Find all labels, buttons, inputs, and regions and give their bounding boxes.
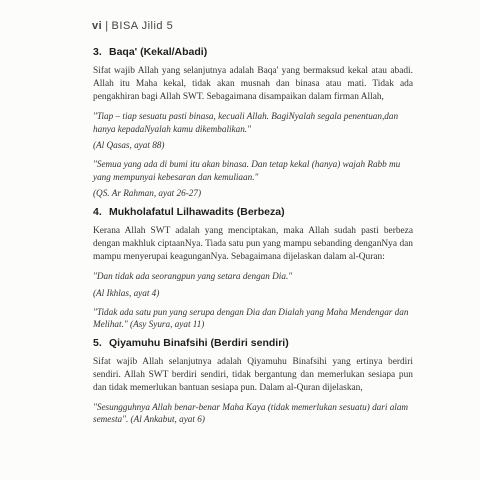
quote-text: "Dan tidak ada seorangpun yang setara dengan Dia." <box>93 271 293 281</box>
page-number: vi <box>92 20 103 32</box>
section-number: 5. <box>93 336 102 349</box>
page-content <box>93 46 413 432</box>
section-qiyamuhu <box>93 337 413 425</box>
quote-text: "Semua yang ada di bumi itu akan binasa. Dan tetap kekal (hanya) wajah Rabb mu yang mempunyai kebesaran dan kemuliaan." <box>93 159 401 182</box>
section-paragraph: Sifat wajib Allah yang selanjutnya adalah Baqa' yang bermaksud kekal atau abadi. Allah itu Maha kekal, tidak akan musnah dan binasa atau mati. Tidak ada pengakhiran bagi Allah SWT. Sebagaimana disampaikan dalam firman Allah, <box>93 66 413 102</box>
section-number: 3. <box>93 46 102 58</box>
quote-reference: (QS. Ar Rahman, ayat 26-27) <box>93 188 202 198</box>
quote-reference: (Al Ikhlas, ayat 4) <box>93 287 160 298</box>
section-heading <box>93 337 413 350</box>
quote-text: "Tidak ada satu pun yang serupa dengan Dia dan Dialah yang Maha Mendengar dan Melihat." (Asy Syura, ayat 11) <box>93 306 409 329</box>
section-paragraph: Kerana Allah SWT adalah yang menciptakan, maka Allah sudah pasti berbeza dengan makhluk ciptaanNya. Tiada satu pun yang mampu sebanding denganNya dan mampu menyerupai keagunganNya. Sebagaimana dijelaskan dalam al-Quran: <box>93 226 413 262</box>
quote-text: "Tiap – tiap sesuatu pasti binasa, kecuali Allah. BagiNyalah segala penentuan,dan hanya kepadaNyalah kamu dikembalikan." <box>93 111 399 134</box>
quote-reference: (Al Qasas, ayat 88) <box>93 140 165 150</box>
page-header <box>92 20 173 32</box>
section-title: Mukholafatul Lilhawadits (Berbeza) <box>109 206 285 218</box>
section-title: Baqa' (Kekal/Abadi) <box>109 46 208 58</box>
header-separator: | <box>105 20 109 32</box>
book-title: BISA Jilid 5 <box>111 20 174 32</box>
section-baqa <box>93 46 413 199</box>
section-heading <box>93 46 413 59</box>
section-mukholafatul <box>93 206 413 330</box>
quote-text: "Sesungguhnya Allah benar-benar Maha Kaya (tidak memerlukan sesuatu) dari alam semesta". (Al Ankabut, ayat 6) <box>93 401 409 424</box>
section-title: Qiyamuhu Binafsihi (Berdiri sendiri) <box>109 336 289 349</box>
section-heading <box>93 206 413 219</box>
section-number: 4. <box>93 206 102 218</box>
section-paragraph: Sifat wajib Allah selanjutnya adalah Qiyamuhu Binafsihi yang ertinya berdiri sendiri. Allah SWT berdiri sendiri, tidak bergantung dan memerlukan sesiapa pun dan tidak memerlukan bantuan sesiapa pun. Dalam al-Quran dijelaskan, <box>93 356 413 393</box>
